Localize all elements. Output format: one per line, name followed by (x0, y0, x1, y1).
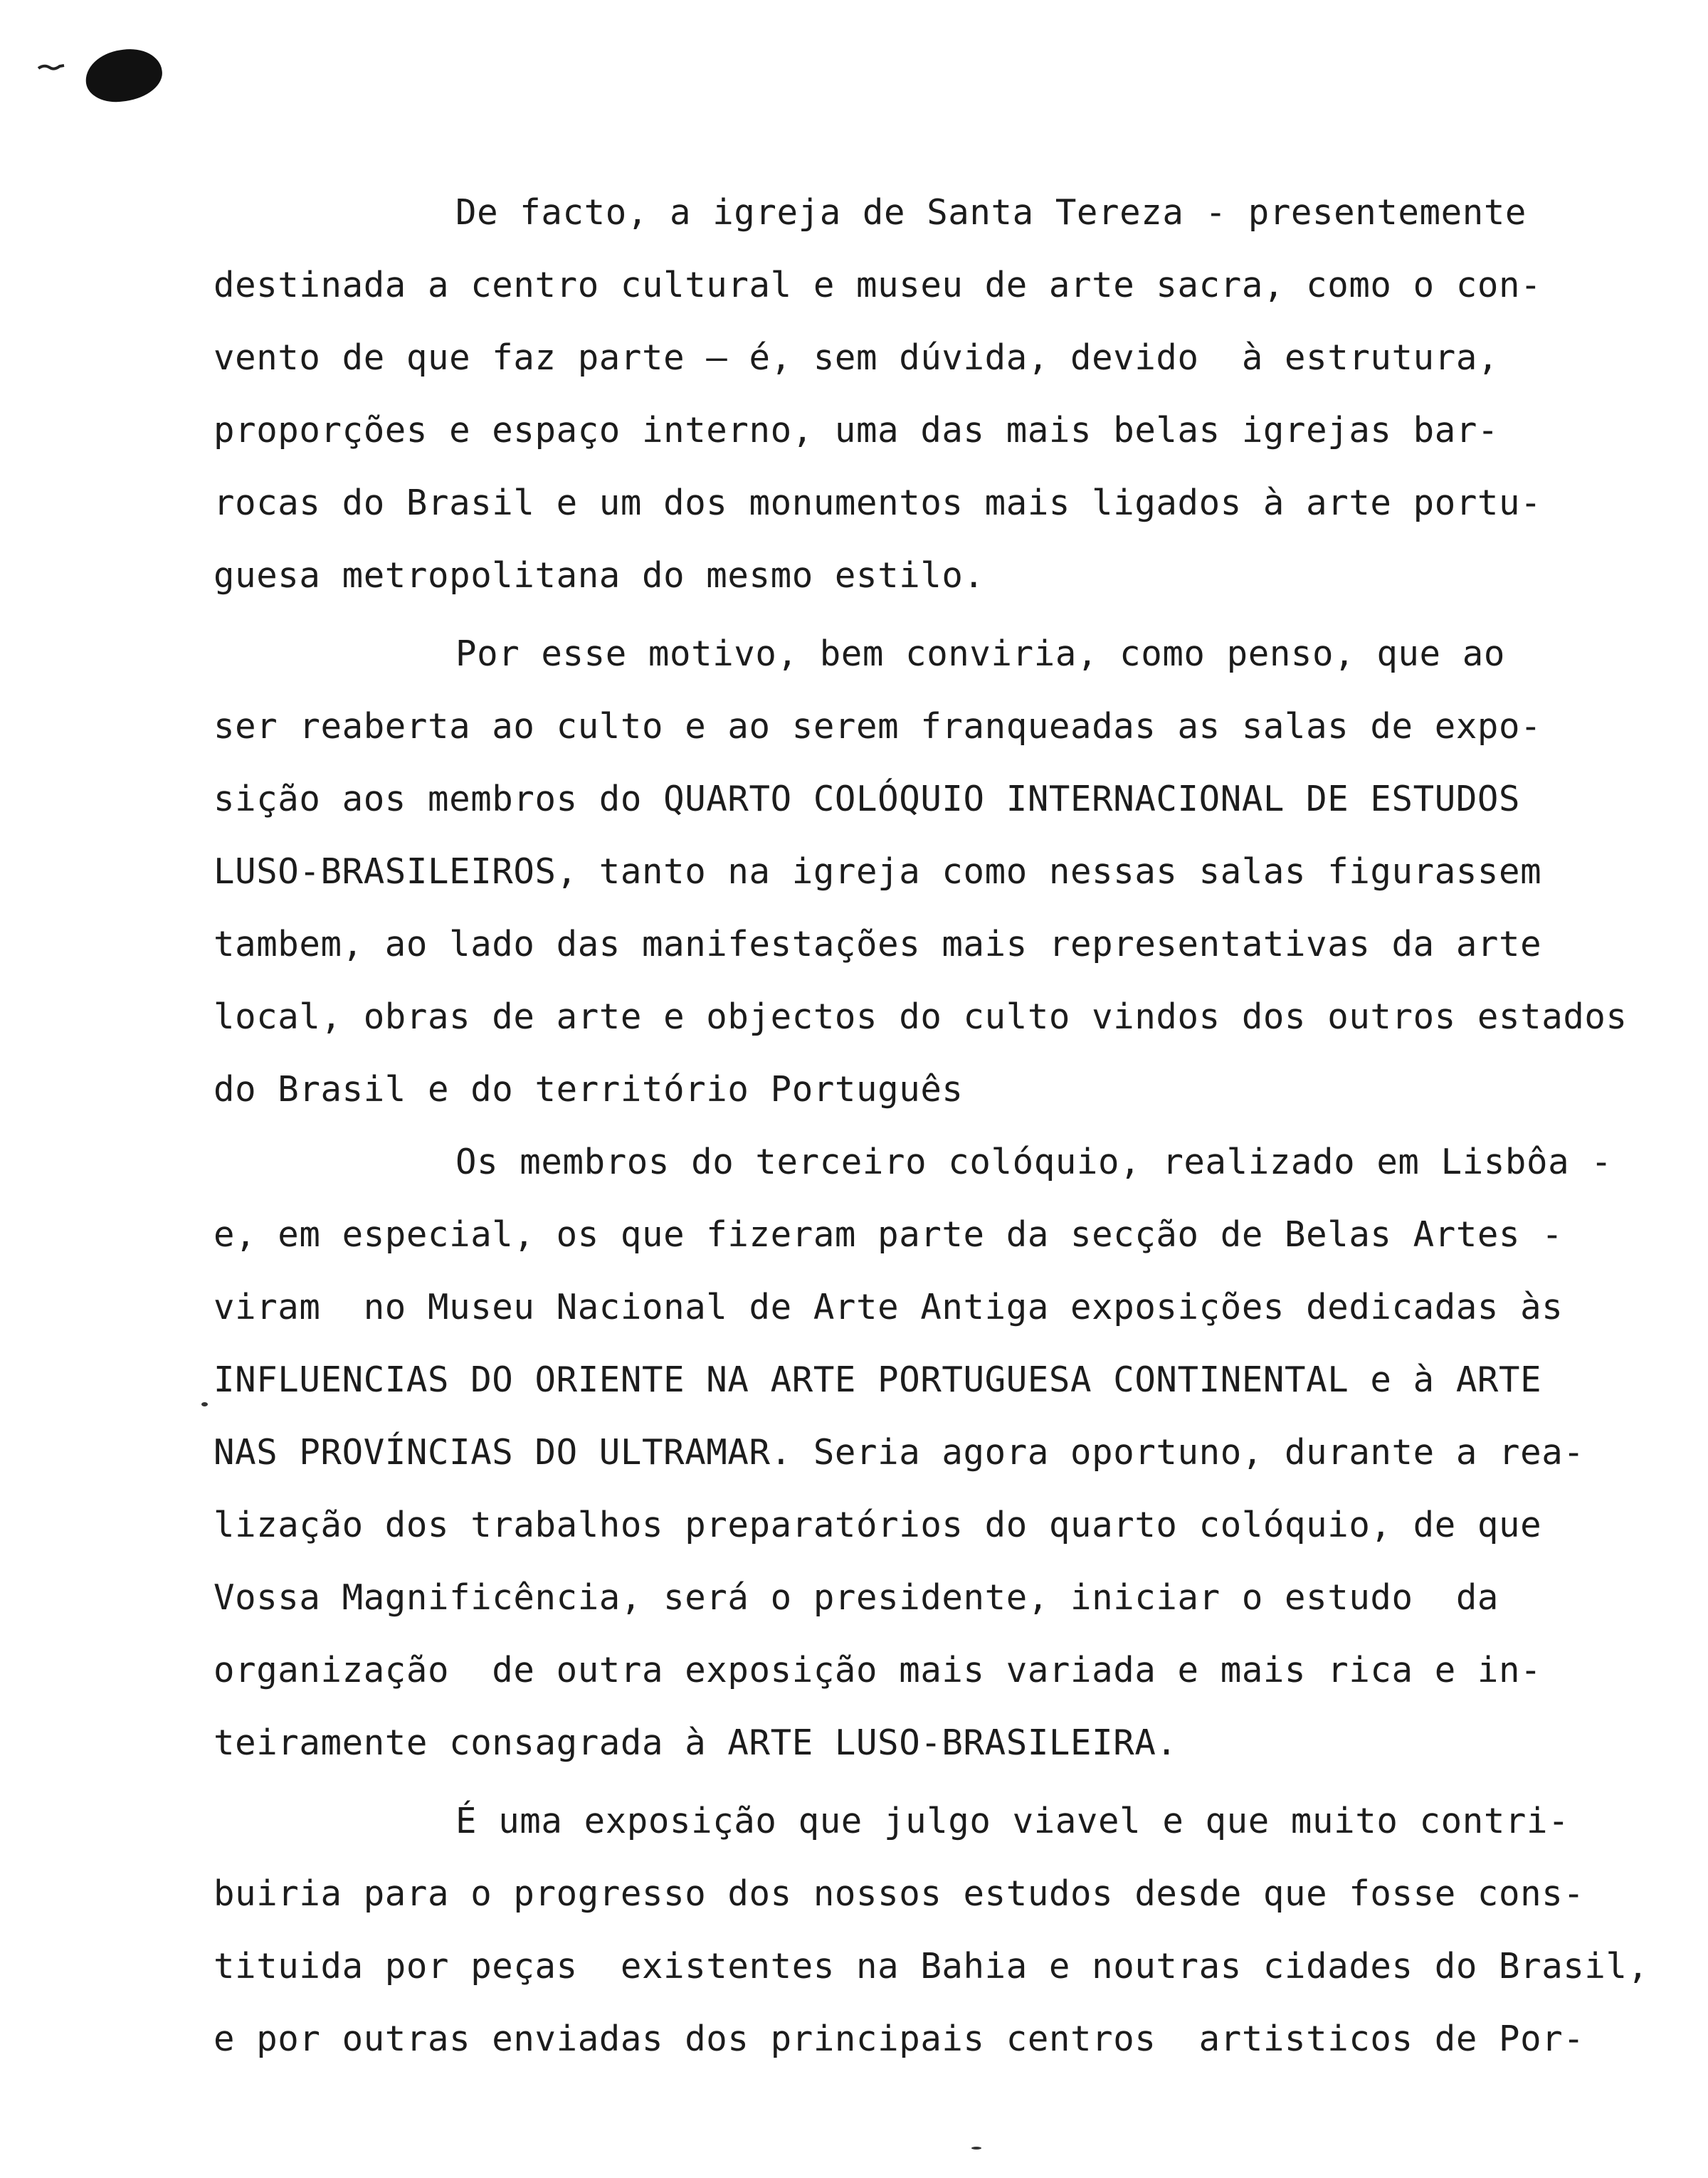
text-line: organização de outra exposição mais variada e mais rica e in- (214, 1650, 1542, 1690)
speck (201, 1402, 208, 1406)
text-line: De facto, a igreja de Santa Tereza - presentemente (455, 192, 1527, 233)
text-line: teiramente consagrada à ARTE LUSO-BRASILEIRA. (214, 1722, 1178, 1763)
text-line: NAS PROVÍNCIAS DO ULTRAMAR. Seria agora oportuno, durante a rea- (214, 1432, 1585, 1473)
text-line: buiria para o progresso dos nossos estudos desde que fosse cons- (214, 1873, 1585, 1914)
body-text (214, 177, 1672, 2076)
text-line: proporções e espaço interno, uma das mais belas igrejas bar- (214, 410, 1499, 451)
text-line: viram no Museu Nacional de Arte Antiga exposições dedicadas às (214, 1287, 1564, 1327)
text-line: local, obras de arte e objectos do culto vindos dos outros estados (214, 996, 1628, 1037)
text-line: ser reaberta ao culto e ao serem franqueadas as salas de expo- (214, 706, 1542, 747)
text-line: rocas do Brasil e um dos monumentos mais ligados à arte portu- (214, 483, 1542, 523)
text-line: INFLUENCIAS DO ORIENTE NA ARTE PORTUGUESA CONTINENTAL e à ARTE (214, 1359, 1542, 1400)
text-line: e, em especial, os que fizeram parte da secção de Belas Artes - (214, 1214, 1564, 1255)
speck (971, 2147, 981, 2150)
ink-blot (83, 45, 166, 106)
text-line: sição aos membros do QUARTO COLÓQUIO INTERNACIONAL DE ESTUDOS (214, 779, 1521, 819)
text-line: e por outras enviadas dos principais centros artisticos de Por- (214, 2019, 1585, 2059)
ink-mark (37, 63, 65, 73)
text-line: tambem, ao lado das manifestações mais representativas da arte (214, 924, 1542, 964)
text-line: LUSO-BRASILEIROS, tanto na igreja como nessas salas figurassem (214, 851, 1542, 892)
text-line: É uma exposição que julgo viavel e que muito contri- (455, 1801, 1570, 1841)
text-line: lização dos trabalhos preparatórios do quarto colóquio, de que (214, 1505, 1542, 1545)
text-line: vento de que faz parte — é, sem dúvida, devido à estrutura, (214, 337, 1499, 378)
text-line: Vossa Magnificência, será o presidente, iniciar o estudo da (214, 1577, 1499, 1618)
text-line: do Brasil e do território Português (214, 1069, 964, 1110)
text-line: Os membros do terceiro colóquio, realizado em Lisbôa - (455, 1142, 1613, 1182)
text-line: guesa metropolitana do mesmo estilo. (214, 555, 985, 596)
text-line: Por esse motivo, bem conviria, como penso, que ao (455, 633, 1505, 674)
text-line: tituida por peças existentes na Bahia e noutras cidades do Brasil, (214, 1946, 1649, 1987)
text-line: destinada a centro cultural e museu de arte sacra, como o con- (214, 265, 1542, 305)
